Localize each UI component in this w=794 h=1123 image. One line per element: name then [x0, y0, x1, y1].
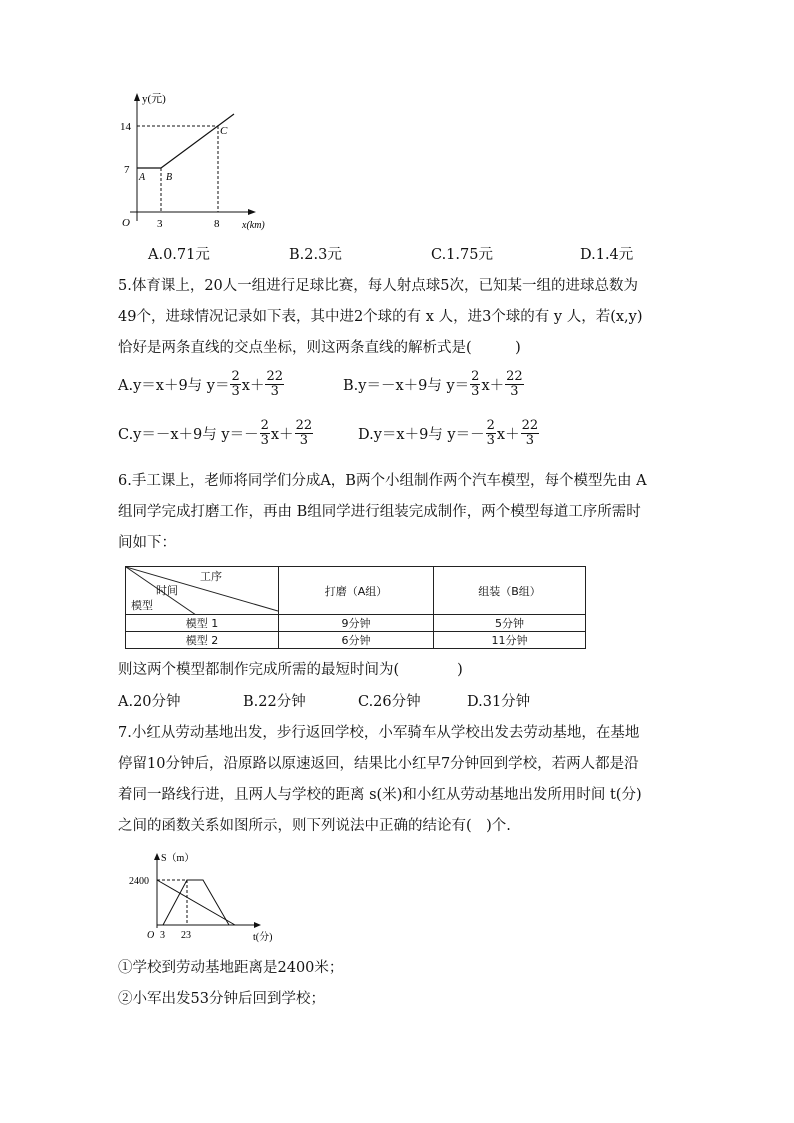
q4-option-c: C.1.75元: [431, 247, 493, 263]
fare-line: [137, 114, 234, 168]
y-tick-7: 7: [124, 164, 130, 176]
q7-line-1: 7.小红从劳动基地出发，步行返回学校，小军骑车从学校出发去劳动基地，在基地: [118, 725, 640, 741]
t-tick-3: 3: [160, 930, 165, 941]
origin-label: O: [147, 930, 155, 941]
q6-option-a: A.20分钟: [118, 694, 181, 710]
table-row: [126, 615, 586, 632]
q5-option-d: D.y＝x＋9与 y＝－ $\frac{2}{3}$ x＋ $\frac{22}{3}$: [358, 418, 539, 448]
q5-option-b: B.y＝－x＋9与 y＝ $\frac{2}{3}$ x＋ $\frac{22}{3}$: [343, 369, 523, 399]
x-axis-label: x(km): [242, 220, 265, 231]
point-c-label: C: [220, 125, 228, 137]
q4-option-b: B.2.3元: [289, 247, 342, 263]
s-axis-label: S（m）: [161, 853, 195, 864]
corner-bottom-label: 模型: [131, 599, 153, 612]
process-time-table: [125, 566, 586, 649]
q5-line-2: 49个，进球情况记录如下表，其中进2个球的有 x 人，进3个球的有 y 人，若(x,y): [118, 309, 643, 325]
t-tick-23: 23: [181, 930, 191, 941]
x-tick-3: 3: [157, 218, 163, 230]
q5-line-3: 恰好是两条直线的交点坐标，则这两条直线的解析式是( ): [118, 340, 521, 356]
table-corner-cell: [126, 567, 279, 615]
x-tick-8: 8: [214, 218, 220, 230]
corner-mid-label: 时间: [156, 584, 178, 597]
xiaohong-line: [157, 880, 235, 925]
q7-line-4: 之间的函数关系如图所示，则下列说法中正确的结论有( )个.: [118, 818, 511, 834]
row-assemble-time: 5分钟: [434, 615, 586, 632]
q6-line-1: 6.手工课上，老师将同学们分成A，B两个小组制作两个汽车模型，每个模型先由 A: [118, 473, 647, 489]
origin-label: O: [122, 217, 130, 229]
row-assemble-time: 11分钟: [434, 632, 586, 649]
q6-option-d: D.31分钟: [467, 694, 531, 710]
q7-line-3: 着同一路线行进，且两人与学校的距离 s(米)和小红从劳动基地出发所用时间 t(分): [118, 787, 642, 803]
q4-option-a: A.0.71元: [148, 247, 210, 263]
q7-statement-1: ①学校到劳动基地距离是2400米；: [118, 960, 344, 976]
distance-time-graph: [125, 848, 285, 944]
q5-option-a: A.y＝x＋9与 y＝ $\frac{2}{3}$ x＋ $\frac{22}{3}$: [118, 369, 283, 399]
point-a-label: A: [139, 172, 146, 183]
q7-statement-2: ②小军出发53分钟后回到学校；: [118, 991, 325, 1007]
y-axis-label: y(元): [142, 93, 166, 105]
col-header-assemble: 组装（B组）: [434, 567, 586, 615]
q6-question: 则这两个模型都制作完成所需的最短时间为( ): [118, 662, 463, 678]
q6-line-3: 间如下：: [118, 535, 176, 551]
q7-line-2: 停留10分钟后，沿原路以原速返回，结果比小红早7分钟回到学校，若两人都是沿: [118, 756, 639, 772]
col-header-polish: 打磨（A组）: [279, 567, 434, 615]
row-model-label: 模型 1: [126, 615, 279, 632]
q5-line-1: 5.体育课上，20人一组进行足球比赛，每人射点球5次，已知某一组的进球总数为: [118, 278, 639, 294]
y-axis-arrow: [134, 93, 140, 101]
x-axis-arrow: [248, 209, 256, 215]
q4-option-d: D.1.4元: [580, 247, 634, 263]
y-tick-14: 14: [120, 121, 131, 133]
fare-graph: [110, 88, 280, 238]
row-polish-time: 9分钟: [279, 615, 434, 632]
corner-top-label: 工序: [200, 570, 222, 583]
table-row: [126, 632, 586, 649]
s-tick-2400: 2400: [129, 876, 149, 887]
row-model-label: 模型 2: [126, 632, 279, 649]
q6-line-2: 组同学完成打磨工作，再由 B组同学进行组装完成制作，两个模型每道工序所需时: [118, 504, 641, 520]
t-axis-label: t(分): [253, 932, 273, 943]
point-b-label: B: [166, 172, 173, 183]
q6-option-c: C.26分钟: [358, 694, 421, 710]
q6-option-b: B.22分钟: [243, 694, 306, 710]
q5-option-c: C.y＝－x＋9与 y＝－ $\frac{2}{3}$ x＋ $\frac{22}{3}$: [118, 418, 313, 448]
row-polish-time: 6分钟: [279, 632, 434, 649]
